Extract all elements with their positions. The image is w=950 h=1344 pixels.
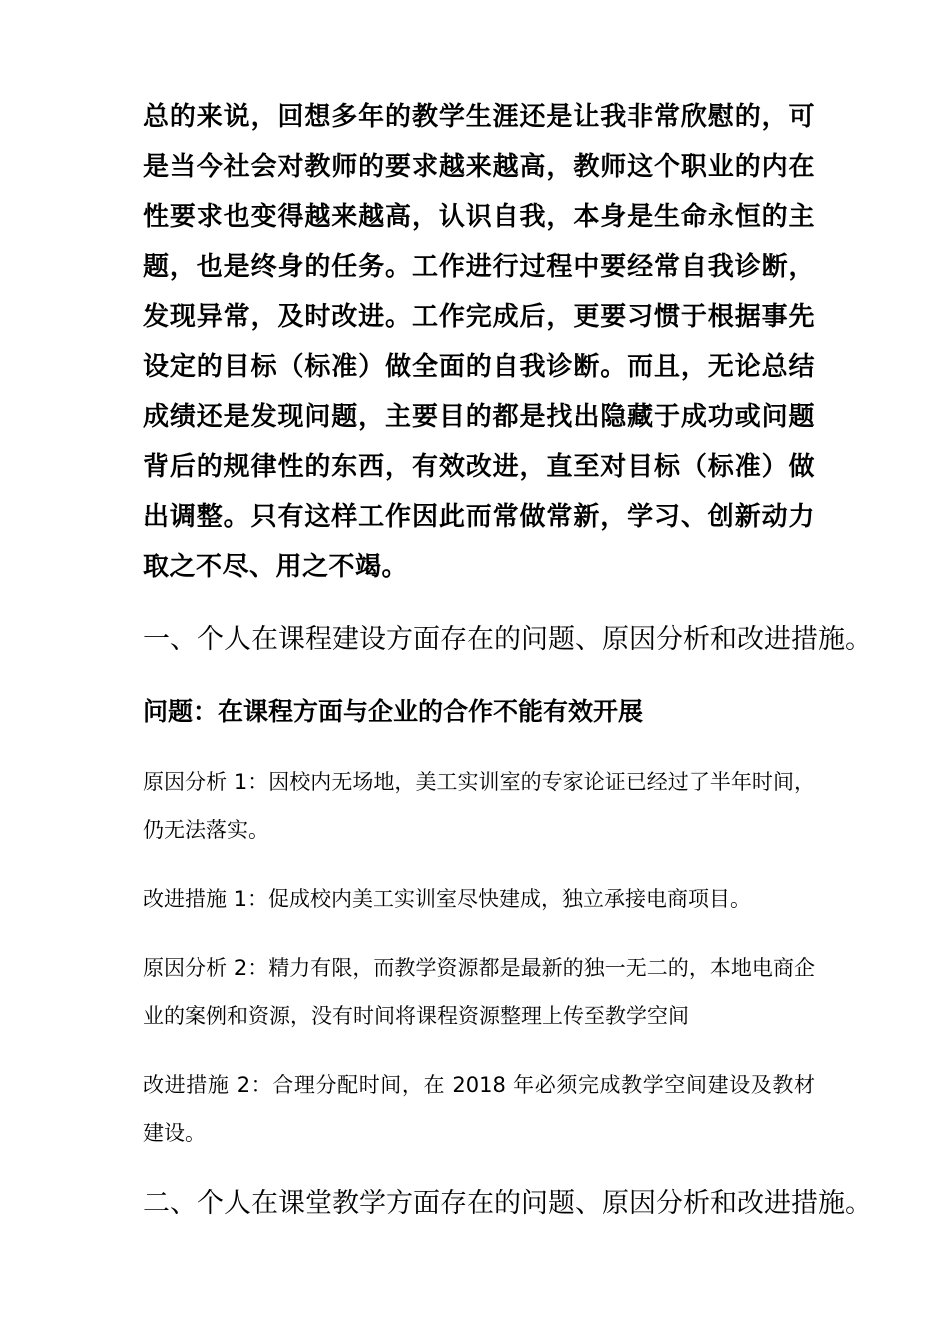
improvement-measure-1: 改进措施 1：促成校内美工实训室尽快建成，独立承接电商项目。 [143,887,752,911]
document-page [143,92,872,1229]
section-2-heading: 二、个人在课堂教学方面存在的问题、原因分析和改进措施。 [143,1188,872,1219]
section-1-heading: 一、个人在课程建设方面存在的问题、原因分析和改进措施。 [143,624,872,655]
problem-statement: 问题：在课程方面与企业的合作不能有效开展 [143,697,644,726]
intro-paragraph: 总的来说，回想多年的教学生涯还是让我非常欣慰的，可是当今社会对教师的要求越来越高，教师这个职业的内在性要求也变得越来越高，认识自我，本身是生命永恒的主题，也是终身的任务。工作进行过程中要经常自我诊断，发现异常，及时改进。工作完成后，更要习惯于根据事先设定的目标（标准）做全面的自我诊断。而且，无论总结成绩还是发现问题，主要目的都是找出隐藏于成功或问题背后的规律性的东西，有效改进，直至对目标（标准）做出调整。只有这样工作因此而常做常新，学习、创新动力取之不尽、用之不竭。 [143,102,815,582]
cause-analysis-1: 原因分析 1：因校内无场地，美工实训室的专家论证已经过了半年时间，仍无法落实。 [143,770,815,842]
improvement-measure-2: 改进措施 2：合理分配时间，在 2018 年必须完成教学空间建设及教材建设。 [143,1073,815,1145]
cause-analysis-2: 原因分析 2：精力有限，而教学资源都是最新的独一无二的，本地电商企业的案例和资源，没有时间将课程资源整理上传至教学空间 [143,956,815,1028]
